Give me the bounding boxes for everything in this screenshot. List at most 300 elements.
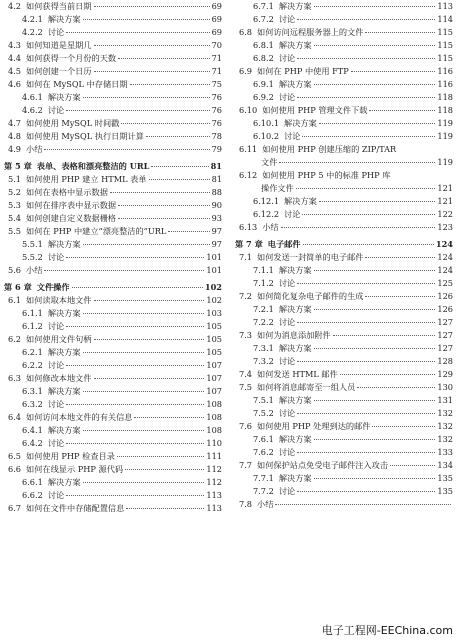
- toc-entry-number: 6.12.1: [253, 196, 280, 206]
- toc-entry-title: 如何使用 PHP 5 中的标准 PHP 库: [262, 170, 391, 180]
- toc-subsection-entry: [4, 476, 222, 489]
- toc-entry-title: 讨论: [47, 321, 65, 331]
- toc-entry-number: 6.12: [239, 170, 258, 180]
- toc-entry-title: 讨论: [278, 447, 296, 457]
- toc-entry-title: 如何读取本地文件: [26, 295, 92, 305]
- toc-entry-number: 6.9.2: [253, 92, 274, 102]
- toc-entry-title: 文件: [261, 157, 278, 167]
- toc-entry-number: 6.5: [8, 451, 22, 461]
- toc-dot-leader: [297, 283, 435, 284]
- toc-entry-title: 解决方案: [47, 14, 81, 24]
- toc-dot-leader: [66, 257, 204, 258]
- toc-subsection-entry: [235, 355, 453, 368]
- toc-page-number: 79: [211, 144, 222, 154]
- toc-subsection-entry: [235, 52, 453, 65]
- toc-entry-title: 如何访问远程服务器上的文件: [257, 27, 364, 37]
- toc-dot-leader: [94, 378, 205, 379]
- toc-dot-leader: [83, 352, 205, 353]
- toc-entry-number: 6.9.1: [253, 79, 274, 89]
- toc-section-entry: [4, 264, 222, 277]
- toc-dot-leader: [365, 257, 435, 258]
- toc-page-number: 81: [211, 174, 222, 184]
- toc-dot-leader: [149, 179, 210, 180]
- toc-entry-title: 如何使用 PHP 检查目录: [26, 451, 115, 461]
- toc-subsection-entry: [235, 446, 453, 459]
- toc-dot-leader: [66, 32, 209, 33]
- toc-page-number: 119: [437, 131, 453, 141]
- toc-page-number: 122: [437, 209, 453, 219]
- toc-section-entry: [235, 221, 453, 234]
- toc-subsection-entry: [235, 195, 453, 208]
- toc-page-number: 108: [206, 399, 222, 409]
- toc-entry-number: 6.4.1: [22, 425, 43, 435]
- toc-entry-number: 6.7.1: [253, 1, 274, 11]
- toc-dot-leader: [94, 45, 210, 46]
- toc-entry-title: 如何获得一个月份的天数: [26, 53, 117, 63]
- toc-entry-title: 讨论: [284, 209, 301, 219]
- toc-entry-title: 如何使用文件句柄: [26, 334, 92, 344]
- toc-page-number: 124: [435, 239, 453, 249]
- toc-entry-title: 如何在 PHP 中建立“漂亮整洁的”URL: [26, 226, 167, 236]
- toc-page-number: 97: [211, 239, 222, 249]
- toc-page-number: 119: [437, 157, 453, 167]
- toc-section-entry: [235, 381, 453, 394]
- toc-page-number: 135: [437, 473, 453, 483]
- toc-dot-leader: [296, 188, 436, 189]
- toc-page-number: 115: [437, 27, 453, 37]
- toc-entry-number: 5.6: [8, 265, 22, 275]
- toc-entry-number: 7.1.1: [253, 265, 274, 275]
- toc-entry-title: 讨论: [278, 14, 296, 24]
- toc-page-number: 107: [206, 386, 222, 396]
- toc-entry-title: 解决方案: [278, 265, 312, 275]
- toc-subsection-entry: [235, 394, 453, 407]
- toc-entry-number: 6.13: [239, 222, 258, 232]
- toc-subsection-entry: [4, 91, 222, 104]
- toc-entry-number: 7.1.2: [253, 278, 274, 288]
- toc-entry-number: 第 7 章: [235, 239, 263, 249]
- toc-entry-number: 7.4: [239, 369, 253, 379]
- toc-subsection-entry: [235, 264, 453, 277]
- toc-subsection-entry: [235, 0, 453, 13]
- toc-page-number: 126: [437, 291, 453, 301]
- toc-entry-number: 4.6.2: [22, 105, 43, 115]
- toc-page-number: 127: [437, 317, 453, 327]
- toc-dot-leader: [168, 231, 209, 232]
- toc-entry-number: 5.3: [8, 200, 22, 210]
- toc-chapter-entry: [4, 160, 222, 173]
- toc-page-number: 113: [437, 1, 453, 11]
- toc-chapter-entry: [235, 238, 453, 251]
- toc-dot-leader: [340, 374, 436, 375]
- toc-entry-number: 4.7: [8, 118, 22, 128]
- toc-dot-leader: [83, 391, 205, 392]
- toc-entry-number: 第 5 章: [4, 161, 32, 171]
- toc-entry-title: 解决方案: [278, 395, 312, 405]
- toc-subsection-entry: [235, 342, 453, 355]
- toc-entry-title: 讨论: [278, 408, 296, 418]
- toc-subsection-entry: [235, 78, 453, 91]
- toc-entry-number: 7.2: [239, 291, 253, 301]
- toc-entry-number: 6.12.2: [253, 209, 280, 219]
- toc-dot-leader: [275, 504, 451, 505]
- toc-section-entry: [4, 502, 222, 515]
- toc-page-number: 130: [437, 382, 453, 392]
- toc-entry-number: 6.9: [239, 66, 253, 76]
- toc-page-number: 70: [211, 40, 222, 50]
- toc-section-entry: [235, 182, 453, 195]
- toc-entry-number: 6.10.1: [253, 118, 280, 128]
- toc-entry-title: 如何创建一个日历: [26, 66, 92, 76]
- toc-entry-title: 小结: [26, 144, 43, 154]
- toc-subsection-entry: [4, 424, 222, 437]
- toc-entry-number: 7.5.2: [253, 408, 274, 418]
- toc-entry-title: 如何在线显示 PHP 源代码: [26, 464, 124, 474]
- toc-entry-title: 文件操作: [36, 282, 70, 292]
- toc-page-number: 81: [210, 161, 222, 171]
- toc-entry-title: 小结: [26, 265, 43, 275]
- toc-dot-leader: [118, 58, 209, 59]
- toc-entry-title: 讨论: [47, 252, 65, 262]
- toc-subsection-entry: [235, 117, 453, 130]
- toc-dot-leader: [281, 227, 436, 228]
- toc-subsection-entry: [235, 303, 453, 316]
- toc-subsection-entry: [235, 472, 453, 485]
- toc-section-entry: [4, 294, 222, 307]
- toc-entry-number: 5.5.1: [22, 239, 43, 249]
- toc-subsection-entry: [235, 277, 453, 290]
- toc-entry-number: 6.3.2: [22, 399, 43, 409]
- toc-section-entry: [4, 186, 222, 199]
- toc-page-number: 121: [437, 183, 453, 193]
- toc-entry-title: 如何在表格中显示数据: [26, 187, 108, 197]
- toc-section-entry: [4, 372, 222, 385]
- toc-entry-title: 解决方案: [47, 425, 81, 435]
- toc-page-number: 78: [211, 131, 222, 141]
- toc-entry-title: 电子邮件: [267, 239, 301, 249]
- toc-section-entry: [235, 290, 453, 303]
- toc-dot-leader: [314, 400, 436, 401]
- toc-entry-title: 讨论: [47, 360, 65, 370]
- toc-entry-title: 解决方案: [278, 434, 312, 444]
- toc-dot-leader: [83, 482, 205, 483]
- toc-page-number: 115: [437, 53, 453, 63]
- toc-entry-number: 6.7.2: [253, 14, 274, 24]
- toc-section-entry: [4, 212, 222, 225]
- toc-entry-title: 解决方案: [47, 477, 81, 487]
- toc-entry-title: 如何为消息添加附件: [257, 330, 331, 340]
- toc-entry-number: 7.2.1: [253, 304, 274, 314]
- toc-dot-leader: [126, 508, 204, 509]
- toc-entry-title: 讨论: [47, 399, 65, 409]
- toc-page-number: 116: [437, 79, 453, 89]
- toc-subsection-entry: [235, 407, 453, 420]
- toc-section-entry: [235, 251, 453, 264]
- site-watermark: 电子工程网-EEChina.com: [321, 624, 453, 637]
- toc-entry-number: 4.4: [8, 53, 22, 63]
- toc-entry-number: 6.1.1: [22, 308, 43, 318]
- toc-entry-title: 如何发送 HTML 邮件: [257, 369, 338, 379]
- toc-page-number: 76: [211, 105, 222, 115]
- toc-entry-title: 如何使用 PHP 处理到达的邮件: [257, 421, 371, 431]
- toc-page-number: 103: [206, 308, 222, 318]
- toc-entry-title: 解决方案: [47, 386, 81, 396]
- toc-entry-title: 讨论: [47, 438, 65, 448]
- toc-dot-leader: [146, 136, 210, 137]
- toc-dot-leader: [118, 218, 209, 219]
- toc-entry-title: 如何创建自定义数据栅格: [26, 213, 117, 223]
- toc-dot-leader: [333, 335, 436, 336]
- toc-entry-number: 6.6.1: [22, 477, 43, 487]
- toc-page-number: 121: [437, 196, 453, 206]
- toc-section-entry: [4, 130, 222, 143]
- toc-entry-number: 5.5: [8, 226, 22, 236]
- toc-entry-number: 7.5.1: [253, 395, 274, 405]
- toc-entry-title: 解决方案: [47, 92, 81, 102]
- toc-page-number: 76: [211, 92, 222, 102]
- toc-section-entry: [235, 329, 453, 342]
- toc-section-entry: [4, 0, 222, 13]
- toc-entry-title: 解决方案: [47, 239, 81, 249]
- toc-page-number: 69: [211, 1, 222, 11]
- toc-subsection-entry: [235, 39, 453, 52]
- toc-entry-number: 4.2: [8, 1, 22, 11]
- toc-entry-number: 7.3.2: [253, 356, 274, 366]
- toc-dot-leader: [314, 6, 436, 7]
- toc-section-entry: [235, 420, 453, 433]
- toc-dot-leader: [66, 110, 209, 111]
- toc-subsection-entry: [4, 13, 222, 26]
- toc-page-number: 123: [437, 222, 453, 232]
- toc-entry-title: 如何在 MySQL 中存储日期: [26, 79, 128, 89]
- toc-dot-leader: [319, 201, 436, 202]
- toc-entry-number: 6.11: [239, 144, 258, 154]
- toc-entry-number: 4.6: [8, 79, 22, 89]
- toc-dot-leader: [83, 430, 205, 431]
- toc-entry-title: 表单、表格和漂亮整洁的 URL: [36, 161, 150, 171]
- toc-entry-title: 如何保护站点免受电子邮件注入攻击: [257, 460, 389, 470]
- toc-dot-leader: [83, 19, 210, 20]
- toc-dot-leader: [314, 478, 436, 479]
- toc-dot-leader: [365, 296, 435, 297]
- toc-subsection-entry: [4, 489, 222, 502]
- toc-page-number: 69: [211, 27, 222, 37]
- toc-dot-leader: [297, 452, 435, 453]
- toc-page-number: 111: [206, 451, 222, 461]
- toc-entry-number: 4.2.1: [22, 14, 43, 24]
- toc-dot-leader: [302, 136, 435, 137]
- toc-entry-number: 5.2: [8, 187, 22, 197]
- toc-subsection-entry: [235, 13, 453, 26]
- toc-page-number: 107: [206, 373, 222, 383]
- toc-entry-number: 6.6: [8, 464, 22, 474]
- toc-page-number: 105: [206, 321, 222, 331]
- toc-page-number: 97: [211, 226, 222, 236]
- toc-page-number: 129: [437, 369, 453, 379]
- toc-entry-number: 7.6: [239, 421, 253, 431]
- toc-entry-number: 7.3: [239, 330, 253, 340]
- toc-chapter-entry: [4, 281, 222, 294]
- toc-subsection-entry: [4, 398, 222, 411]
- toc-entry-number: 第 6 章: [4, 282, 32, 292]
- toc-page-number: 75: [211, 79, 222, 89]
- toc-entry-number: 4.2.2: [22, 27, 43, 37]
- toc-entry-number: 4.5: [8, 66, 22, 76]
- toc-dot-leader: [130, 84, 210, 85]
- toc-entry-number: 6.6.2: [22, 490, 43, 500]
- toc-dot-leader: [94, 300, 205, 301]
- toc-entry-title: 如何使用 MySQL 时间戳: [26, 118, 120, 128]
- toc-entry-number: 4.9: [8, 144, 22, 154]
- toc-entry-title: 如何使用 MySQL 执行日期计算: [26, 131, 144, 141]
- toc-page-number: 102: [206, 295, 222, 305]
- toc-entry-number: 7.6.1: [253, 434, 274, 444]
- toc-dot-leader: [66, 365, 204, 366]
- toc-page-number: 127: [437, 330, 453, 340]
- toc-dot-leader: [297, 413, 435, 414]
- toc-entry-title: 讨论: [278, 278, 296, 288]
- toc-entry-title: 如何使用 PHP 建立 HTML 表单: [26, 174, 147, 184]
- toc-section-entry: [4, 463, 222, 476]
- toc-dot-leader: [66, 443, 204, 444]
- toc-dot-leader: [151, 166, 208, 167]
- toc-entry-number: 7.2.2: [253, 317, 274, 327]
- toc-subsection-entry: [4, 359, 222, 372]
- toc-subsection-entry: [235, 316, 453, 329]
- toc-dot-leader: [314, 348, 436, 349]
- toc-entry-number: 6.7: [8, 503, 22, 513]
- toc-section-entry: [235, 26, 453, 39]
- toc-entry-number: 6.4: [8, 412, 22, 422]
- toc-page-number: 124: [437, 252, 453, 262]
- toc-dot-leader: [125, 469, 204, 470]
- toc-subsection-entry: [4, 320, 222, 333]
- toc-section-entry: [4, 173, 222, 186]
- toc-dot-leader: [66, 404, 204, 405]
- toc-page-number: 112: [206, 464, 222, 474]
- toc-entry-number: 4.3: [8, 40, 22, 50]
- toc-page-number: 132: [437, 408, 453, 418]
- toc-dot-leader: [297, 322, 435, 323]
- toc-entry-number: 4.8: [8, 131, 22, 141]
- toc-page-number: 114: [437, 14, 453, 24]
- toc-section-entry: [235, 498, 453, 511]
- toc-page-number: 124: [437, 265, 453, 275]
- toc-section-entry: [4, 225, 222, 238]
- toc-entry-number: 6.10: [239, 105, 258, 115]
- toc-entry-number: 6.1.2: [22, 321, 43, 331]
- toc-entry-number: 5.1: [8, 174, 22, 184]
- toc-page-number: 132: [437, 434, 453, 444]
- toc-page-number: 107: [206, 360, 222, 370]
- toc-entry-title: 如何在文件中存储配置信息: [26, 503, 125, 513]
- toc-dot-leader: [297, 491, 435, 492]
- toc-section-entry: [235, 65, 453, 78]
- toc-page-number: 93: [211, 213, 222, 223]
- toc-subsection-entry: [235, 208, 453, 221]
- toc-page-number: 105: [206, 347, 222, 357]
- toc-dot-leader: [297, 361, 435, 362]
- toc-subsection-entry: [4, 346, 222, 359]
- toc-dot-leader: [314, 45, 436, 46]
- toc-page-number: 115: [437, 40, 453, 50]
- toc-entry-title: 讨论: [47, 27, 65, 37]
- toc-entry-number: 5.5.2: [22, 252, 43, 262]
- toc-page-number: 126: [437, 304, 453, 314]
- toc-entry-title: 如何发送一封简单的电子邮件: [257, 252, 364, 262]
- toc-entry-title: 解决方案: [278, 343, 312, 353]
- toc-page-number: 112: [206, 477, 222, 487]
- toc-entry-title: 小结: [262, 222, 279, 232]
- toc-page-number: 101: [206, 265, 222, 275]
- toc-dot-leader: [134, 417, 204, 418]
- toc-subsection-entry: [4, 385, 222, 398]
- toc-subsection-entry: [235, 485, 453, 498]
- toc-subsection-entry: [4, 104, 222, 117]
- toc-entry-number: 6.2: [8, 334, 22, 344]
- toc-entry-number: 4.6.1: [22, 92, 43, 102]
- toc-page-number: 101: [206, 252, 222, 262]
- toc-dot-leader: [44, 270, 204, 271]
- toc-page-number: 131: [437, 395, 453, 405]
- toc-page-number: 113: [206, 490, 222, 500]
- toc-dot-leader: [118, 205, 209, 206]
- toc-entry-title: 如何使用 PHP 创建压缩的 ZIP/TAR: [262, 144, 397, 154]
- toc-left-column: [4, 0, 222, 515]
- toc-section-entry: [4, 65, 222, 78]
- toc-dot-leader: [303, 244, 434, 245]
- toc-dot-leader: [314, 439, 436, 440]
- toc-entry-title: 解决方案: [278, 40, 312, 50]
- toc-section-entry: [4, 411, 222, 424]
- toc-dot-leader: [66, 495, 204, 496]
- toc-section-entry: [4, 52, 222, 65]
- toc-dot-leader: [83, 313, 205, 314]
- toc-dot-leader: [351, 71, 436, 72]
- toc-section-entry: [235, 156, 453, 169]
- toc-entry-number: 7.5: [239, 382, 253, 392]
- toc-entry-number: 6.1: [8, 295, 22, 305]
- toc-dot-leader: [297, 58, 435, 59]
- toc-dot-leader: [314, 309, 436, 310]
- toc-entry-number: 7.1: [239, 252, 253, 262]
- toc-subsection-entry: [235, 130, 453, 143]
- toc-page-number: 133: [437, 447, 453, 457]
- toc-entry-title: 讨论: [278, 317, 296, 327]
- toc-section-entry: [235, 143, 453, 156]
- toc-section-entry: [4, 78, 222, 91]
- toc-dot-leader: [44, 149, 209, 150]
- toc-section-entry: [4, 117, 222, 130]
- toc-page-number: 102: [204, 282, 222, 292]
- toc-page-number: 76: [211, 118, 222, 128]
- toc-entry-title: 解决方案: [278, 473, 312, 483]
- toc-entry-title: 讨论: [47, 105, 65, 115]
- toc-entry-title: 小结: [257, 499, 274, 509]
- toc-entry-title: 解决方案: [284, 118, 317, 128]
- toc-page-number: 110: [206, 438, 222, 448]
- toc-dot-leader: [94, 71, 210, 72]
- toc-entry-title: 讨论: [278, 92, 296, 102]
- toc-section-entry: [4, 333, 222, 346]
- toc-page-number: 108: [206, 412, 222, 422]
- toc-dot-leader: [297, 97, 435, 98]
- toc-dot-leader: [369, 110, 435, 111]
- toc-entry-number: 7.7.1: [253, 473, 274, 483]
- toc-page-number: 118: [437, 92, 453, 102]
- toc-page-number: 105: [206, 334, 222, 344]
- toc-entry-number: 6.3.1: [22, 386, 43, 396]
